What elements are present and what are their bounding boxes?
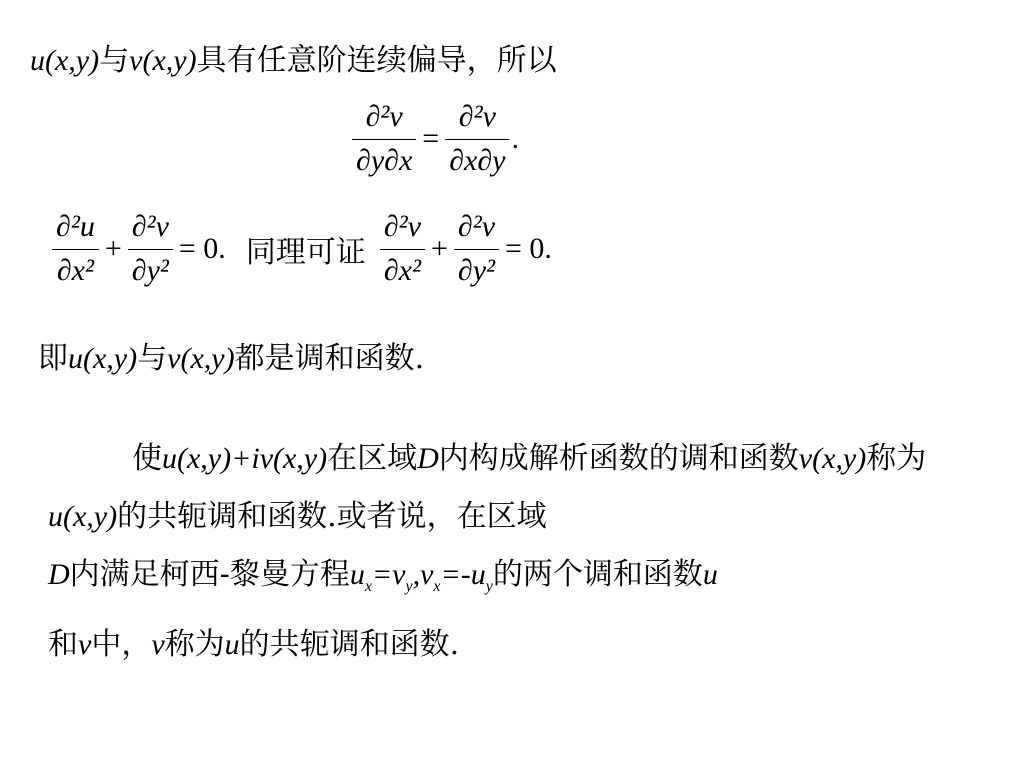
args: (x,y): [142, 44, 197, 77]
numerator: ∂²u: [56, 210, 95, 243]
cauchy-riemann-eq: [349, 558, 493, 595]
text: 的共轭调和函数.: [239, 627, 460, 662]
result: = 0.: [505, 232, 552, 266]
var-D: D: [417, 442, 439, 475]
var-v: v: [151, 628, 165, 661]
math-expr: u(x,y): [48, 500, 118, 533]
text: 内满足柯西-黎曼方程: [69, 557, 350, 592]
fraction-bar: [128, 249, 173, 251]
numerator: ∂²v: [131, 210, 169, 243]
var-D: D: [48, 558, 70, 591]
numerator: ∂²v: [383, 210, 421, 243]
fraction-bar: [352, 139, 416, 141]
text: 和: [48, 627, 78, 662]
fraction-bar: [445, 139, 509, 141]
text: 与: [99, 43, 130, 78]
text: 的共轭调和函数.或者说，在区域: [117, 499, 547, 534]
var: u: [349, 558, 365, 591]
definition-paragraph: [48, 430, 978, 674]
result: = 0.: [178, 232, 226, 266]
text: 具有任意阶连续偏导，所以: [196, 43, 557, 78]
args: (x,y): [180, 342, 235, 375]
text: 在区域: [327, 441, 418, 476]
args: (x,y): [45, 44, 100, 77]
var-u: u: [702, 558, 718, 591]
text: 使: [132, 441, 162, 476]
fraction: [445, 100, 509, 179]
conclusion-line: [38, 341, 425, 376]
text: 内构成解析函数的调和函数: [438, 441, 799, 476]
equation-mixed-partials: [352, 100, 525, 179]
numerator: ∂²v: [458, 100, 496, 133]
denominator: ∂y∂x: [356, 144, 413, 177]
fraction-bar: [380, 249, 425, 251]
numerator: ∂²v: [457, 210, 496, 243]
intro-line: [30, 43, 557, 78]
var-v: v: [129, 44, 143, 77]
subscript: y: [405, 578, 413, 595]
numerator: ∂²v: [365, 100, 403, 133]
text: 称为: [164, 627, 225, 662]
denominator: ∂x²: [56, 254, 94, 287]
denominator: ∂x∂y: [449, 144, 506, 177]
equals: =: [422, 122, 440, 156]
denominator: ∂x²: [383, 254, 421, 287]
operator: =v: [371, 558, 406, 591]
text: 都是调和函数.: [234, 341, 425, 376]
subscript: x: [433, 578, 441, 595]
denominator: ∂y²: [131, 254, 169, 287]
plus: +: [104, 232, 122, 266]
text: 的两个调和函数: [492, 557, 703, 592]
fraction: [52, 210, 99, 289]
fraction: [454, 210, 499, 289]
text: 即: [38, 341, 68, 376]
denominator: ∂y²: [457, 254, 496, 287]
var-u: u: [30, 44, 45, 77]
var-u: u: [68, 342, 83, 375]
plus: +: [430, 232, 448, 266]
fraction: [380, 210, 425, 289]
var-u: u: [224, 628, 240, 661]
similarly-text: 同理可证: [245, 235, 366, 271]
operator: =-u: [440, 558, 486, 591]
equation-laplace: [52, 210, 558, 289]
var-v: v: [167, 342, 181, 375]
text: 中，: [91, 627, 152, 662]
text: 称为: [866, 441, 927, 476]
fraction: [352, 100, 416, 179]
var: ,v: [412, 558, 434, 591]
math-expr: v(x,y): [798, 442, 867, 475]
subscript: x: [364, 578, 372, 595]
math-expr: u(x,y)+iv(x,y): [162, 442, 328, 475]
fraction-bar: [52, 249, 99, 251]
fraction-bar: [454, 249, 499, 251]
fraction: [128, 210, 173, 289]
text: 与: [137, 341, 168, 376]
var-v: v: [78, 628, 92, 661]
args: (x,y): [83, 342, 138, 375]
subscript: y: [485, 578, 493, 595]
period: .: [511, 122, 519, 156]
